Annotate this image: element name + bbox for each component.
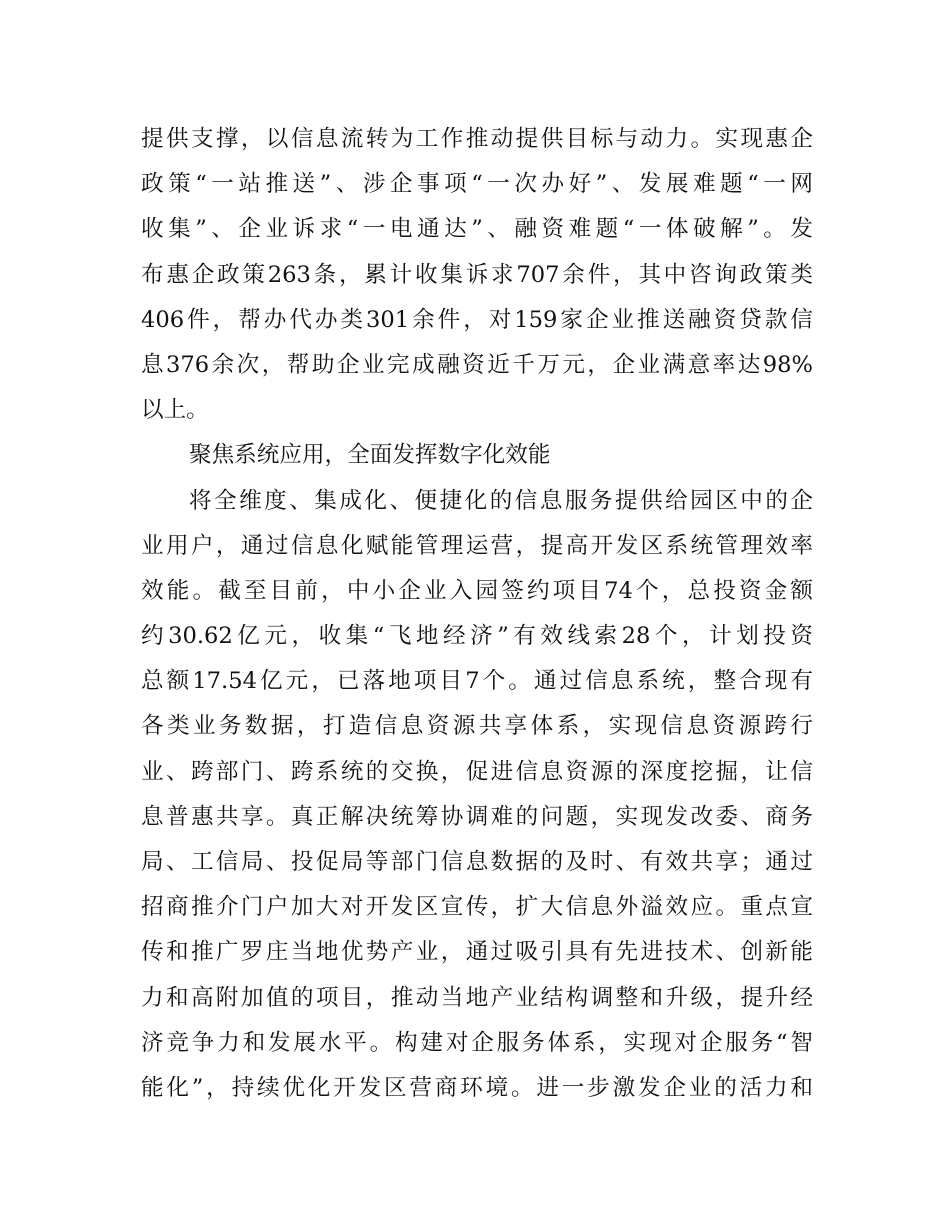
text-line: 布惠企政策263条，累计收集诉求707余件，其中咨询政策类 xyxy=(141,261,813,288)
text-line: 将全维度、集成化、便捷化的信息服务提供给园区中的企 xyxy=(189,487,813,514)
text-line: 能化”，持续优化开发区营商环境。进一步激发企业的活力和 xyxy=(141,1074,813,1101)
document-body xyxy=(141,117,813,1111)
text-line: 提供支撑，以信息流转为工作推动提供目标与动力。实现惠企 xyxy=(141,126,813,152)
text-line: 业、跨部门、跨系统的交换，促进信息资源的深度挖掘，让信 xyxy=(141,758,813,785)
text-line: 收集”、企业诉求“一电通达”、融资难题“一体破解”。发 xyxy=(141,216,813,243)
text-line: 招商推介门户加大对开发区宣传，扩大信息外溢效应。重点宣 xyxy=(141,894,813,921)
paragraph-policy-services xyxy=(141,117,813,433)
paragraph-system-application xyxy=(141,479,813,1112)
text-line: 政策“一站推送”、涉企事项“一次办好”、发展难题“一网 xyxy=(141,171,813,198)
text-line: 息普惠共享。真正解决统筹协调难的问题，实现发改委、商务 xyxy=(141,803,813,830)
text-line: 406件，帮办代办类301余件，对159家企业推送融资贷款信 xyxy=(141,306,813,333)
text-line: 总额17.54亿元，已落地项目7个。通过信息系统，整合现有 xyxy=(141,668,813,695)
text-line: 约30.62亿元，收集“飞地经济”有效线索28个，计划投资 xyxy=(141,623,813,650)
text-line: 各类业务数据，打造信息资源共享体系，实现信息资源跨行 xyxy=(141,713,813,740)
text-line: 传和推广罗庄当地优势产业，通过吸引具有先进技术、创新能 xyxy=(141,939,813,966)
text-line: 业用户，通过信息化赋能管理运营，提高开发区系统管理效率 xyxy=(141,532,813,559)
text-line: 以上。 xyxy=(141,397,209,424)
text-line: 局、工信局、投促局等部门信息数据的及时、有效共享；通过 xyxy=(141,849,813,875)
text-line: 效能。截至目前，中小企业入园签约项目74个，总投资金额 xyxy=(141,577,813,604)
text-line: 力和高附加值的项目，推动当地产业结构调整和升级，提升经 xyxy=(141,984,813,1011)
text-line: 济竞争力和发展水平。构建对企服务体系，实现对企服务“智 xyxy=(141,1029,813,1056)
section-heading: 聚焦系统应用，全面发挥数字化效能 xyxy=(189,442,551,469)
text-line: 息376余次，帮助企业完成融资近千万元，企业满意率达98% xyxy=(141,351,813,378)
